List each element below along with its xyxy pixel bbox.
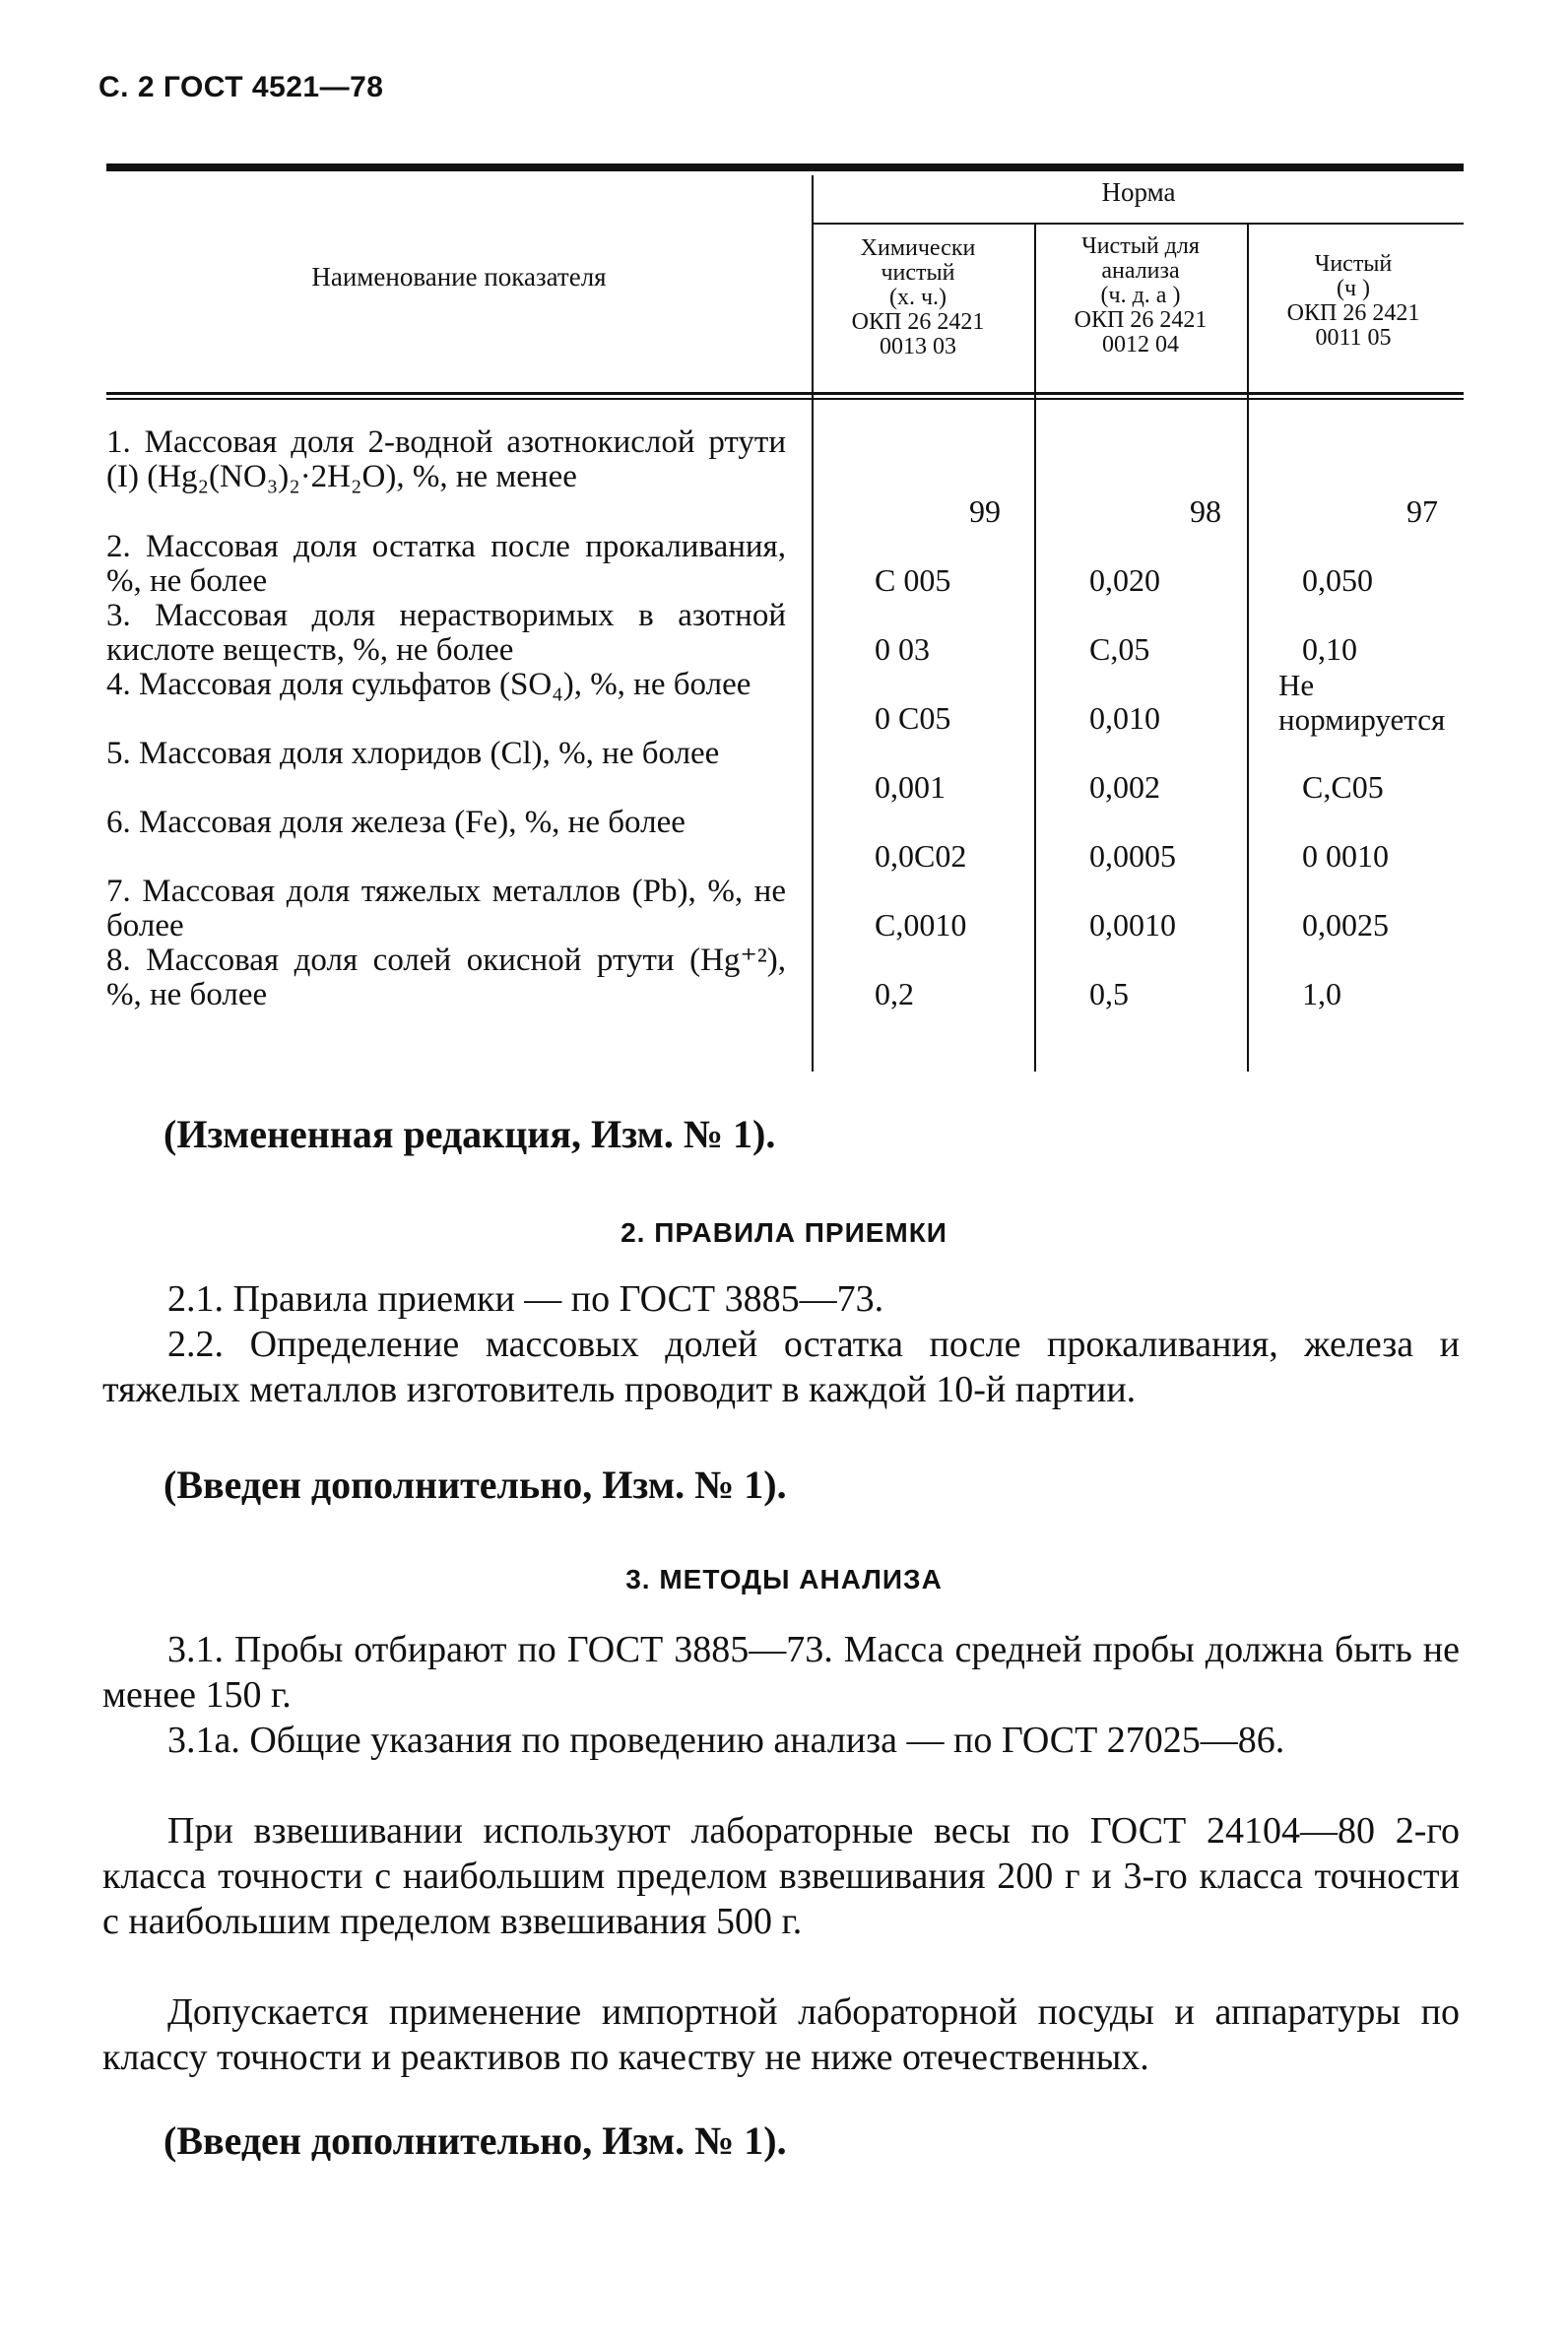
row-name: 3. Массовая доля нерастворимых в азотной кислоте веществ, %, не более	[106, 598, 786, 668]
row-value-chda: С,05	[1089, 631, 1150, 667]
page-header: С. 2 ГОСТ 4521—78	[98, 71, 384, 103]
paragraph-3-imports: Допускается применение импортной лабораторной посуды и аппаратуры по классу точности и реактивов по качеству не ниже отечественных.	[102, 1991, 1460, 2078]
row-name: 6. Массовая доля железа (Fe), %, не более	[106, 805, 686, 840]
header-bottom-rule-2	[106, 398, 1464, 400]
row-name: 4. Массовая доля сульфатов (SO₄), %, не более	[106, 667, 751, 702]
row-value-chda: 0,5	[1089, 976, 1129, 1011]
table-row	[106, 425, 1464, 530]
row-name: 5. Массовая доля хлоридов (Cl), %, не более	[106, 736, 720, 771]
row-value-chda: 0,020	[1089, 562, 1160, 598]
row-value-xch: 0,001	[875, 769, 946, 805]
row-value-xch: 0 С05	[875, 700, 951, 736]
row-value-ch: 0,10	[1302, 631, 1357, 667]
table-row	[106, 806, 1464, 875]
table-row	[106, 943, 1464, 1012]
section-2-note: (Введен дополнительно, Изм. № 1).	[163, 1463, 787, 1507]
row-value-ch: 0 0010	[1302, 838, 1389, 874]
paragraph-2-2: 2.2. Определение массовых долей остатка после прокаливания, железа и тяжелых металлов изготовитель проводит в каждой 10-й партии.	[102, 1324, 1460, 1410]
paragraph-3-1a: 3.1а. Общие указания по проведению анализа — по ГОСТ 27025—86.	[167, 1720, 1285, 1761]
row-value-ch: 0,0025	[1302, 907, 1389, 943]
row-value-chda: 0,010	[1089, 700, 1160, 736]
row-value-ch: С,С05	[1302, 769, 1384, 805]
grade-header-analytical: Чистый для анализа (ч. д. а ) ОКП 26 2421 0012 04	[1074, 233, 1208, 358]
column-header-name: Наименование показателя	[311, 262, 607, 292]
amendment-note: (Измененная редакция, Изм. № 1).	[163, 1112, 776, 1156]
grade-header-pure: Чистый (ч ) ОКП 26 2421 0011 05	[1286, 251, 1420, 351]
row-value-xch: 99	[969, 493, 1001, 529]
row-name: 2. Массовая доля остатка после прокаливания, %, не более	[106, 529, 786, 599]
row-value-xch: 0,2	[875, 976, 914, 1011]
row-value-chda: 0,0005	[1089, 838, 1176, 874]
row-value-xch: 0,0С02	[875, 838, 967, 874]
table-row	[106, 530, 1464, 599]
row-name: 8. Массовая доля солей окисной ртути (Hg⁺²), %, не более	[106, 943, 786, 1012]
row-value-ch: 1,0	[1302, 976, 1341, 1011]
row-value-xch: С,0010	[875, 907, 967, 943]
table-top-rule	[106, 163, 1464, 171]
section-3-title: 3. МЕТОДЫ АНАЛИЗА	[625, 1564, 943, 1594]
table-row	[106, 599, 1464, 668]
table-row	[106, 875, 1464, 943]
grade-header-chemically-pure: Химически чистый (х. ч.) ОКП 26 2421 0013 03	[851, 235, 985, 359]
row-name: 1. Массовая доля 2-водной азотнокислой ртути (I) (Hg₂(NO₃)₂·2H₂O), %, не менее	[106, 424, 786, 494]
table-row	[106, 668, 1464, 737]
row-value-chda: 0,002	[1089, 769, 1160, 805]
row-value-xch: 0 03	[875, 631, 930, 667]
paragraph-3-weighing: При взвешивании используют лабораторные весы по ГОСТ 24104—80 2-го класса точности с наибольшим пределом взвешивания 200 г и 3-го класса точности с наибольшим пределом взвешивания 500 г.	[102, 1810, 1460, 1942]
table-body	[106, 425, 1464, 1012]
row-value-xch: С 005	[875, 562, 951, 598]
row-name: 7. Массовая доля тяжелых металлов (Pb), %, не более	[106, 874, 786, 943]
section-3-note: (Введен дополнительно, Изм. № 1).	[163, 2118, 787, 2163]
column-header-norma: Норма	[1101, 177, 1176, 207]
row-value-ch: Не нормируется	[1278, 668, 1446, 737]
paragraph-2-1: 2.1. Правила приемки — по ГОСТ 3885—73.	[167, 1278, 884, 1320]
row-value-chda: 98	[1190, 493, 1221, 529]
row-value-ch: 97	[1406, 493, 1438, 529]
table-row	[106, 737, 1464, 806]
row-value-chda: 0,0010	[1089, 907, 1176, 943]
section-2-title: 2. ПРАВИЛА ПРИЕМКИ	[621, 1217, 947, 1248]
row-value-ch: 0,050	[1302, 562, 1373, 598]
paragraph-3-1: 3.1. Пробы отбирают по ГОСТ 3885—73. Масса средней пробы должна быть не менее 150 г.	[102, 1629, 1460, 1716]
header-bottom-rule	[106, 392, 1464, 395]
norma-underline	[814, 223, 1464, 225]
